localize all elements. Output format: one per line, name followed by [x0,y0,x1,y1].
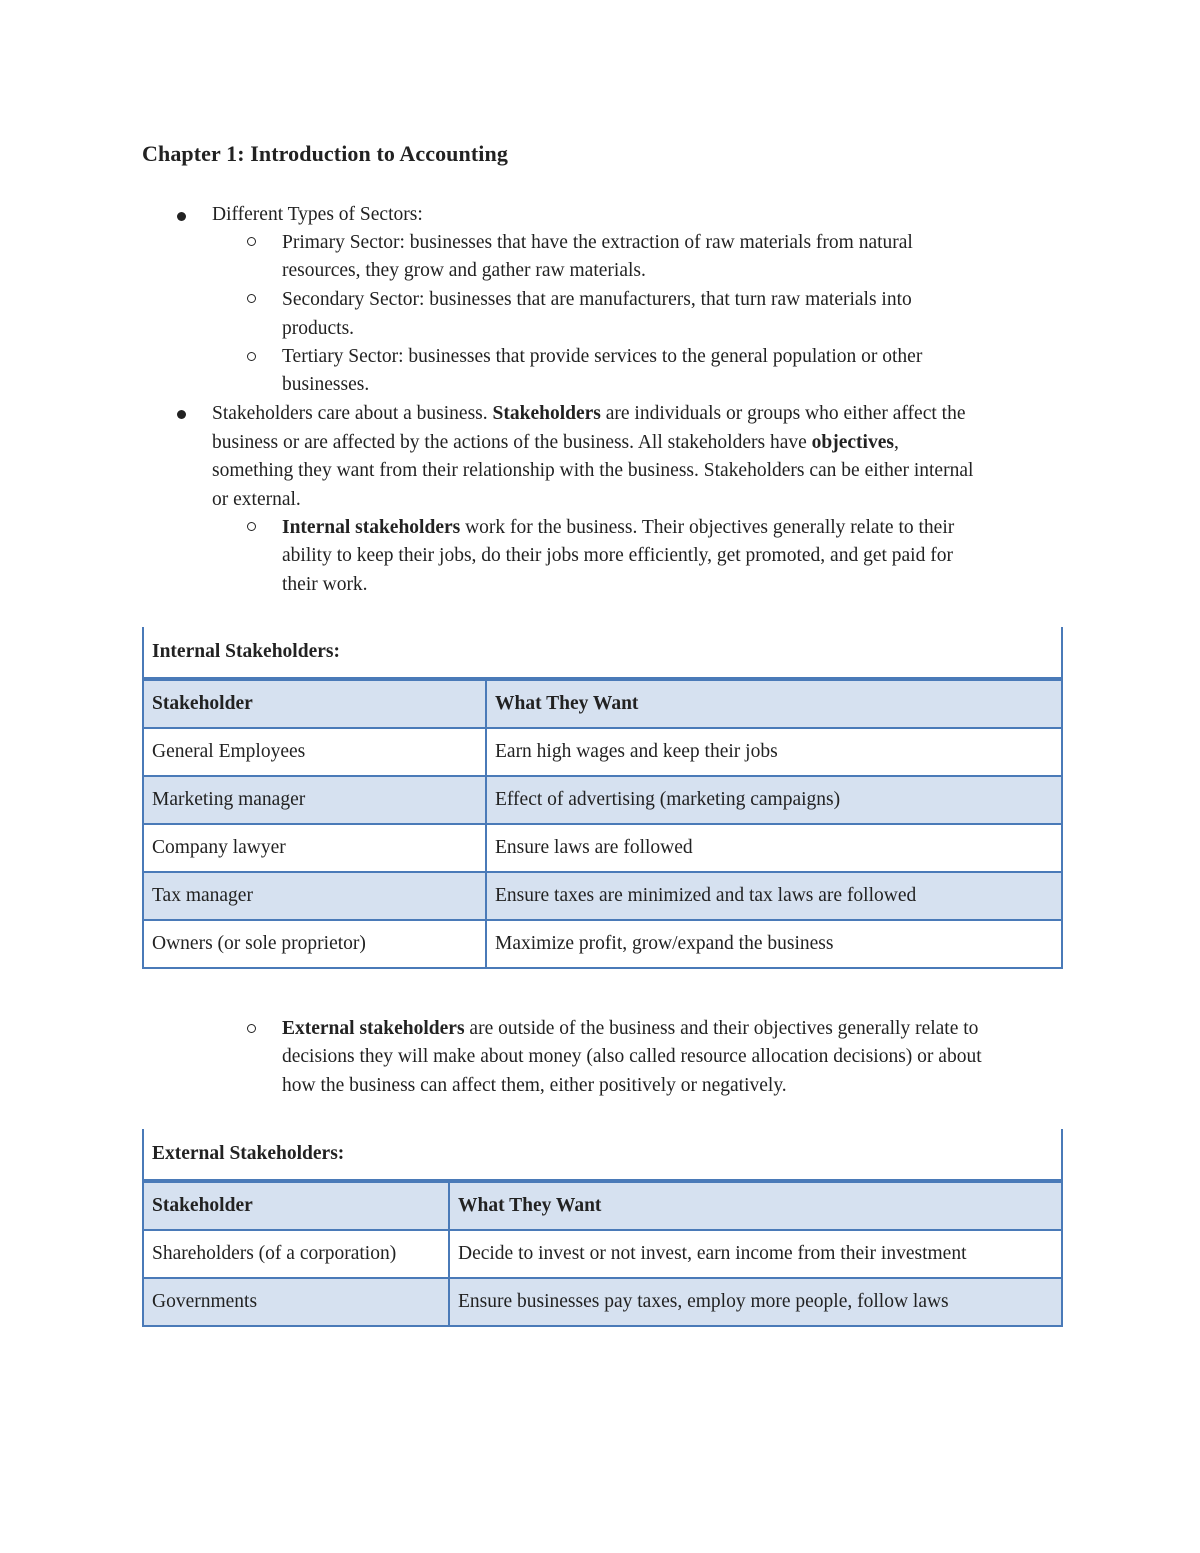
sector-primary-line-1: Primary Sector: businesses that have the extraction of raw materials from natural [282,232,913,253]
table-cell: Earn high wages and keep their jobs [486,728,1062,776]
table-cell: Effect of advertising (marketing campaigns) [486,776,1062,824]
table-cell: Ensure laws are followed [486,824,1062,872]
table-row [143,1230,1062,1278]
sector-tertiary-line-2: businesses. [282,374,370,395]
table-row [143,920,1062,968]
stakeholders-line-2: business or are affected by the actions of the business. All stakeholders have objectives, [212,432,899,453]
table-row [143,728,1062,776]
table-cell: Decide to invest or not invest, earn income from their investment [449,1230,1062,1278]
table-caption: Internal Stakeholders: [143,627,1062,679]
internal-par-line-2: ability to keep their jobs, do their jobs more efficiently, get promoted, and get paid for [282,545,953,566]
column-header: Stakeholder [143,1181,449,1230]
internal-par-line-1: Internal stakeholders work for the business. Their objectives generally relate to their [282,517,955,538]
column-header: What They Want [486,679,1062,728]
table-cell: Ensure taxes are minimized and tax laws are followed [486,872,1062,920]
bullet-dot-icon [177,410,186,419]
table-header-row [143,1181,1062,1230]
table-row [143,1278,1062,1326]
sector-secondary-line-1: Secondary Sector: businesses that are manufacturers, that turn raw materials into [282,289,912,310]
bullet-circle-icon [247,522,256,531]
sector-secondary-line-2: products. [282,318,355,339]
table-row [143,824,1062,872]
bullet-dot-icon [177,212,186,221]
table-cell: Company lawyer [143,824,486,872]
sectors-heading: Different Types of Sectors: [212,204,423,225]
stakeholders-line-1: Stakeholders care about a business. Stakeholders are individuals or groups who either affect the [212,403,966,424]
sector-tertiary-line-1: Tertiary Sector: businesses that provide services to the general population or other [282,346,923,367]
table-row [143,776,1062,824]
table-cell: Owners (or sole proprietor) [143,920,486,968]
table-cell: Governments [143,1278,449,1326]
bullet-circle-icon [247,352,256,361]
bullet-circle-icon [247,1024,256,1033]
table-cell: Shareholders (of a corporation) [143,1230,449,1278]
table-cell: Marketing manager [143,776,486,824]
internal-par-line-3: their work. [282,574,368,595]
sector-primary-line-2: resources, they grow and gather raw materials. [282,260,646,281]
table-header-row [143,679,1062,728]
chapter-title: Chapter 1: Introduction to Accounting [142,141,508,166]
table-caption: External Stakeholders: [143,1129,1062,1181]
bullet-circle-icon [247,294,256,303]
table-cell: Ensure businesses pay taxes, employ more people, follow laws [449,1278,1062,1326]
column-header: Stakeholder [143,679,486,728]
external-par-line-1: External stakeholders are outside of the business and their objectives generally relate to [282,1018,979,1039]
internal-stakeholders-table [142,627,1063,969]
stakeholders-line-3: something they want from their relationship with the business. Stakeholders can be either internal [212,460,974,481]
table-cell: General Employees [143,728,486,776]
external-stakeholders-table [142,1129,1063,1327]
table-cell: Maximize profit, grow/expand the business [486,920,1062,968]
bullet-circle-icon [247,237,256,246]
stakeholders-line-4: or external. [212,489,301,510]
external-par-line-3: how the business can affect them, either positively or negatively. [282,1075,787,1096]
external-par-line-2: decisions they will make about money (also called resource allocation decisions) or about [282,1046,982,1067]
table-cell: Tax manager [143,872,486,920]
table-row [143,872,1062,920]
column-header: What They Want [449,1181,1062,1230]
